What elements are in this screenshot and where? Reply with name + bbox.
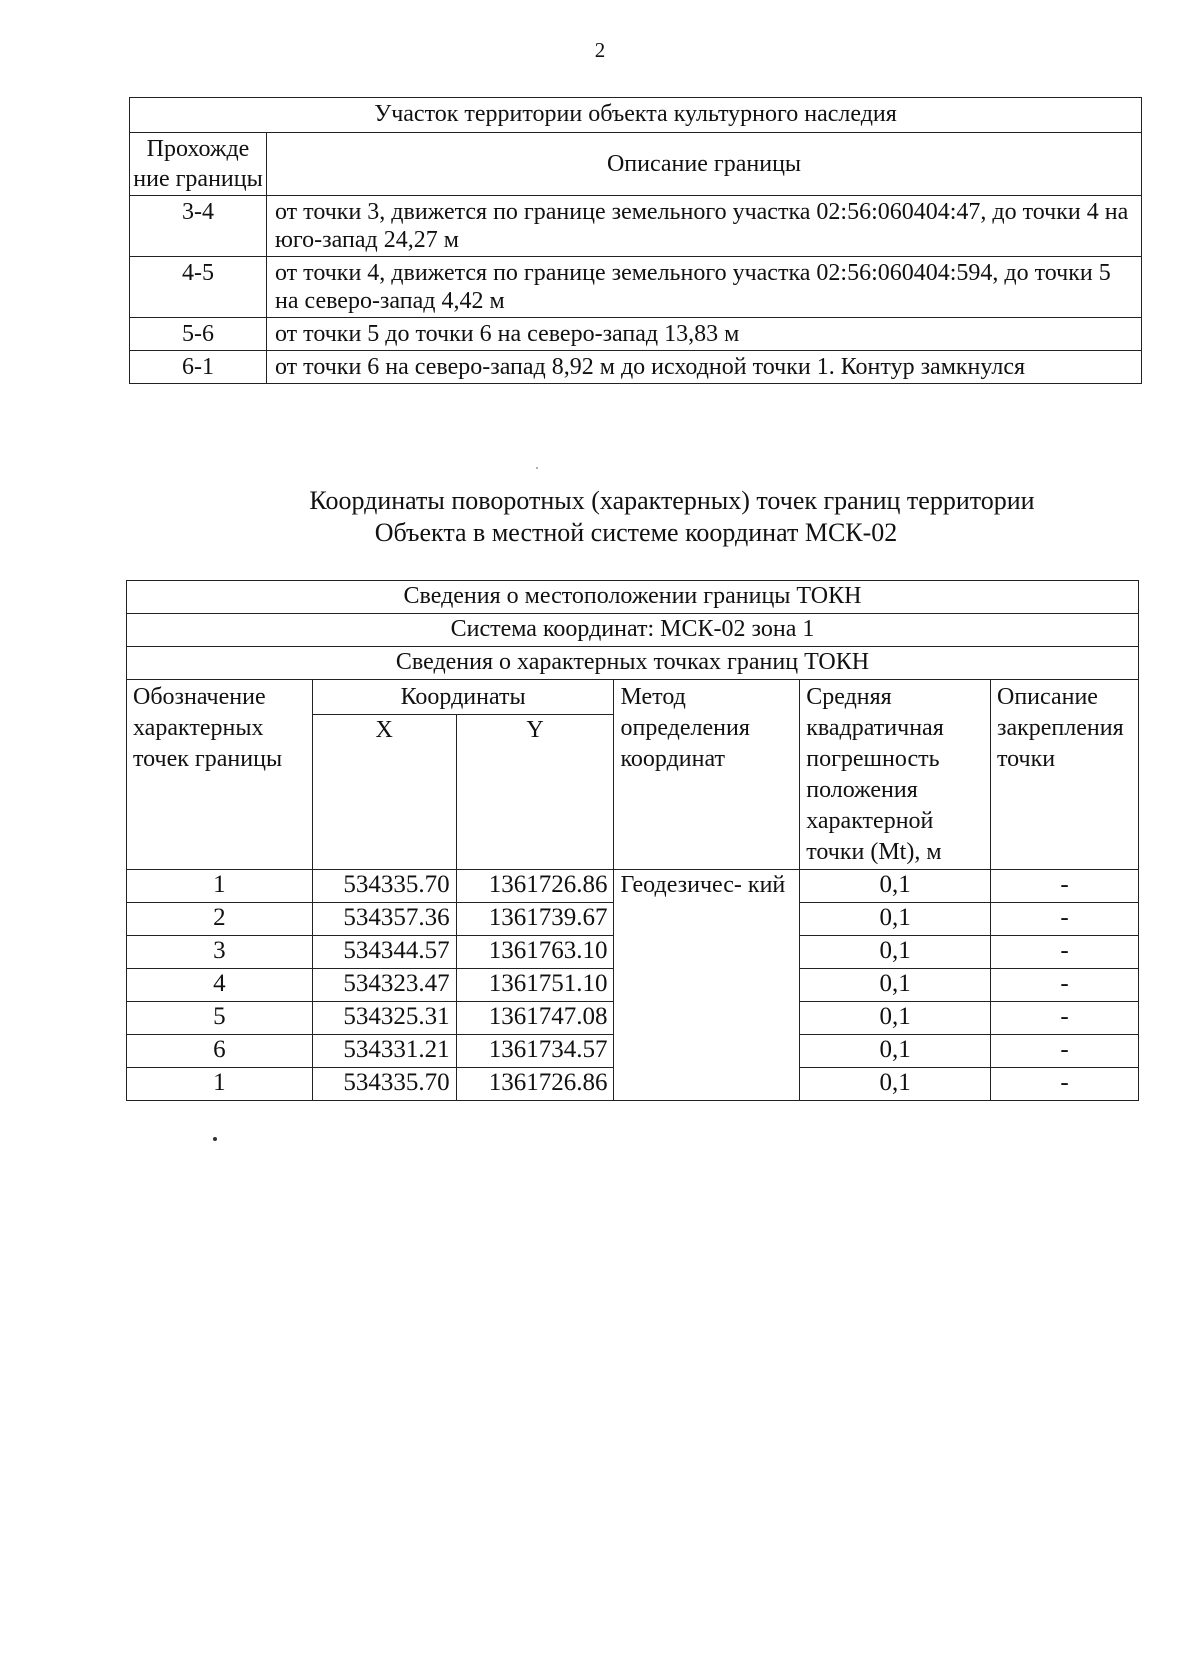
error-cell: 0,1 bbox=[800, 870, 991, 903]
points-title: Сведения о характерных точках границ ТОКН bbox=[127, 647, 1139, 680]
x-cell: 534357.36 bbox=[312, 903, 456, 936]
y-cell: 1361734.57 bbox=[456, 1035, 614, 1068]
fixing-cell: - bbox=[990, 936, 1138, 969]
x-cell: 534335.70 bbox=[312, 1068, 456, 1101]
table-title: Сведения о местоположении границы ТОКН bbox=[127, 581, 1139, 614]
table-title-row bbox=[127, 647, 1139, 680]
error-cell: 0,1 bbox=[800, 1002, 991, 1035]
fixing-cell: - bbox=[990, 1035, 1138, 1068]
table-header-row bbox=[127, 680, 1139, 715]
table-row bbox=[130, 351, 1142, 384]
point-cell: 4 bbox=[127, 969, 313, 1002]
point-cell: 3 bbox=[127, 936, 313, 969]
table-title-row bbox=[127, 614, 1139, 647]
fixing-cell: - bbox=[990, 969, 1138, 1002]
fixing-cell: - bbox=[990, 870, 1138, 903]
point-cell: 2 bbox=[127, 903, 313, 936]
table-title-row bbox=[127, 581, 1139, 614]
y-cell: 1361726.86 bbox=[456, 1068, 614, 1101]
point-cell: 5 bbox=[127, 1002, 313, 1035]
point-cell: 6 bbox=[127, 1035, 313, 1068]
method-cell: Геодезичес- кий bbox=[614, 870, 800, 1101]
column-header-coordinates: Координаты bbox=[312, 680, 614, 715]
scan-speck bbox=[213, 1137, 217, 1141]
table-header-row bbox=[130, 133, 1142, 196]
fixing-cell: - bbox=[990, 1068, 1138, 1101]
y-cell: 1361751.10 bbox=[456, 969, 614, 1002]
y-cell: 1361726.86 bbox=[456, 870, 614, 903]
column-header-fixing: Описание закрепления точки bbox=[990, 680, 1138, 870]
table-title: Участок территории объекта культурного наследия bbox=[130, 98, 1142, 133]
y-cell: 1361739.67 bbox=[456, 903, 614, 936]
column-header-x: X bbox=[312, 715, 456, 870]
segment-cell: 4-5 bbox=[130, 257, 267, 318]
page-number: 2 bbox=[594, 38, 606, 62]
table-row bbox=[130, 318, 1142, 351]
point-cell: 1 bbox=[127, 870, 313, 903]
table-title-row bbox=[130, 98, 1142, 133]
segment-cell: 5-6 bbox=[130, 318, 267, 351]
table-row bbox=[127, 870, 1139, 903]
column-header-passage: Прохожде ние границы bbox=[130, 133, 267, 196]
coordinates-table bbox=[126, 580, 1139, 1101]
description-cell: от точки 5 до точки 6 на северо-запад 13,83 м bbox=[267, 318, 1142, 351]
y-cell: 1361747.08 bbox=[456, 1002, 614, 1035]
error-cell: 0,1 bbox=[800, 1035, 991, 1068]
x-cell: 534331.21 bbox=[312, 1035, 456, 1068]
segment-cell: 3-4 bbox=[130, 196, 267, 257]
section-heading-line2: Объекта в местной системе координат МСК-02 bbox=[374, 518, 898, 547]
fixing-cell: - bbox=[990, 903, 1138, 936]
x-cell: 534344.57 bbox=[312, 936, 456, 969]
segment-cell: 6-1 bbox=[130, 351, 267, 384]
description-cell: от точки 3, движется по границе земельного участка 02:56:060404:47, до точки 4 на юго-запад 24,27 м bbox=[267, 196, 1142, 257]
fixing-cell: - bbox=[990, 1002, 1138, 1035]
column-header-description: Описание границы bbox=[267, 133, 1142, 196]
y-cell: 1361763.10 bbox=[456, 936, 614, 969]
x-cell: 534323.47 bbox=[312, 969, 456, 1002]
table-row bbox=[130, 196, 1142, 257]
boundary-description-table bbox=[129, 97, 1142, 384]
x-cell: 534325.31 bbox=[312, 1002, 456, 1035]
error-cell: 0,1 bbox=[800, 1068, 991, 1101]
column-header-method: Метод определения координат bbox=[614, 680, 800, 870]
coordinate-system-title: Система координат: МСК-02 зона 1 bbox=[127, 614, 1139, 647]
description-cell: от точки 4, движется по границе земельного участка 02:56:060404:594, до точки 5 на северо-запад 4,42 м bbox=[267, 257, 1142, 318]
x-cell: 534335.70 bbox=[312, 870, 456, 903]
column-header-error: Средняя квадратичная погрешность положения характерной точки (Mt), м bbox=[800, 680, 991, 870]
scan-speck bbox=[536, 467, 538, 469]
error-cell: 0,1 bbox=[800, 903, 991, 936]
column-header-point: Обозначение характерных точек границы bbox=[127, 680, 313, 870]
section-heading-line1: Координаты поворотных (характерных) точек границ территории bbox=[309, 486, 1035, 515]
error-cell: 0,1 bbox=[800, 936, 991, 969]
point-cell: 1 bbox=[127, 1068, 313, 1101]
description-cell: от точки 6 на северо-запад 8,92 м до исходной точки 1. Контур замкнулся bbox=[267, 351, 1142, 384]
table-row bbox=[130, 257, 1142, 318]
error-cell: 0,1 bbox=[800, 969, 991, 1002]
column-header-y: Y bbox=[456, 715, 614, 870]
